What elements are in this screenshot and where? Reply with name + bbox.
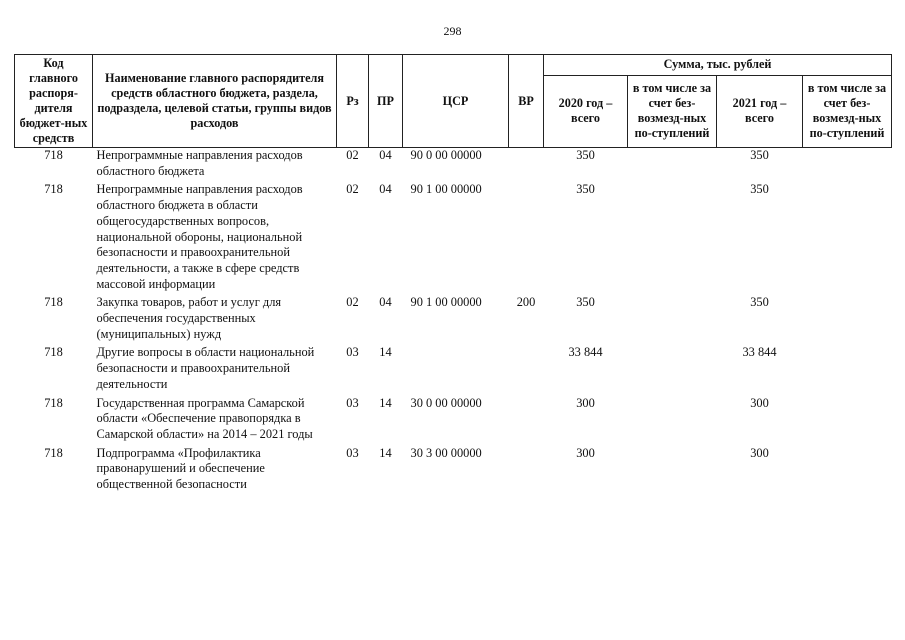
cell-2021-free <box>803 345 892 395</box>
header-pr: ПР <box>369 55 403 148</box>
cell-csr: 90 1 00 00000 <box>410 182 482 197</box>
cell-rz: 03 <box>346 345 359 360</box>
header-2021-free: в том числе за счет без-возмезд-ных по-ступлений <box>803 75 892 147</box>
cell-pr: 14 <box>379 345 392 360</box>
table-row <box>15 182 892 295</box>
cell-csr: 30 3 00 00000 <box>410 445 482 460</box>
header-rz: Рз <box>337 55 369 148</box>
table-row <box>15 345 892 395</box>
cell-code: 718 <box>44 182 63 197</box>
header-2021-total: 2021 год – всего <box>717 75 803 147</box>
cell-pr: 04 <box>379 148 392 162</box>
cell-2021-free <box>803 148 892 183</box>
cell-2021-free <box>803 182 892 295</box>
cell-2020-free <box>628 295 717 345</box>
cell-2021-total: 350 <box>750 295 769 310</box>
cell-code: 718 <box>44 345 63 360</box>
cell-2021-total: 300 <box>750 445 769 460</box>
cell-vr <box>509 396 544 446</box>
table-row <box>15 295 892 345</box>
cell-2021-total: 33 844 <box>742 345 777 360</box>
header-name: Наименование главного распорядителя средств областного бюджета, раздела, подраздела, целевой статьи, группы видов расходов <box>93 55 337 148</box>
cell-2020-free <box>628 396 717 446</box>
cell-2020-free <box>628 446 717 496</box>
table-row <box>15 396 892 446</box>
cell-name: Закупка товаров, работ и услуг для обеспечения государственных (муниципальных) нужд <box>96 295 282 341</box>
cell-code: 718 <box>44 395 63 410</box>
cell-2021-total: 350 <box>750 182 769 197</box>
cell-2020-total: 300 <box>576 395 595 410</box>
cell-vr: 200 <box>516 295 536 310</box>
cell-rz: 02 <box>346 295 359 310</box>
cell-pr: 14 <box>379 395 392 410</box>
cell-pr: 14 <box>379 445 392 460</box>
header-code: Код главного распоря-дителя бюджет-ных средств <box>15 55 93 148</box>
cell-name: Непрограммные направления расходов областного бюджета в области общегосударственных вопросов, национальной обороны, национальной безопасности и правоохранительной деятельности, а также в сфере средств массовой информации <box>96 182 303 291</box>
cell-code: 718 <box>44 148 63 162</box>
cell-2020-total: 300 <box>576 445 595 460</box>
page-number: 298 <box>443 24 462 38</box>
cell-rz: 02 <box>346 148 359 162</box>
cell-name: Государственная программа Самарской области «Обеспечение правопорядка в Самарской области» на 2014 – 2021 годы <box>96 395 313 441</box>
header-2020-total: 2020 год – всего <box>544 75 628 147</box>
table-body <box>15 148 892 496</box>
cell-csr: 30 0 00 00000 <box>410 395 482 410</box>
table-row <box>15 148 892 183</box>
cell-2021-free <box>803 295 892 345</box>
cell-2020-total: 33 844 <box>568 345 603 360</box>
cell-code: 718 <box>44 445 63 460</box>
cell-csr: 90 1 00 00000 <box>410 295 482 310</box>
cell-pr: 04 <box>379 182 392 197</box>
cell-2021-total: 350 <box>750 148 769 162</box>
cell-rz: 03 <box>346 445 359 460</box>
cell-vr <box>509 446 544 496</box>
cell-vr <box>509 148 544 183</box>
cell-2020-free <box>628 148 717 183</box>
cell-pr: 04 <box>379 295 392 310</box>
cell-vr <box>509 182 544 295</box>
cell-2021-free <box>803 396 892 446</box>
table-row <box>15 446 892 496</box>
header-sum-group: Сумма, тыс. рублей <box>544 55 892 76</box>
cell-2020-free <box>628 182 717 295</box>
cell-csr: 90 0 00 00000 <box>410 148 482 162</box>
cell-rz: 03 <box>346 395 359 410</box>
cell-2021-total: 300 <box>750 395 769 410</box>
cell-2020-total: 350 <box>576 295 595 310</box>
cell-name: Подпрограмма «Профилактика правонарушений и обеспечение общественной безопасности <box>96 445 265 492</box>
cell-name: Непрограммные направления расходов областного бюджета <box>96 148 303 178</box>
header-csr: ЦСР <box>403 55 509 148</box>
cell-2020-total: 350 <box>576 182 595 197</box>
cell-rz: 02 <box>346 182 359 197</box>
cell-code: 718 <box>44 295 63 310</box>
header-2020-free: в том числе за счет без-возмезд-ных по-ступлений <box>628 75 717 147</box>
cell-csr <box>403 345 509 395</box>
header-vr: ВР <box>509 55 544 148</box>
budget-table <box>14 54 892 496</box>
table-header <box>15 55 892 148</box>
cell-2020-free <box>628 345 717 395</box>
cell-2020-total: 350 <box>576 148 595 162</box>
cell-2021-free <box>803 446 892 496</box>
cell-name: Другие вопросы в области национальной безопасности и правоохранительной деятельности <box>96 345 315 391</box>
cell-vr <box>509 345 544 395</box>
